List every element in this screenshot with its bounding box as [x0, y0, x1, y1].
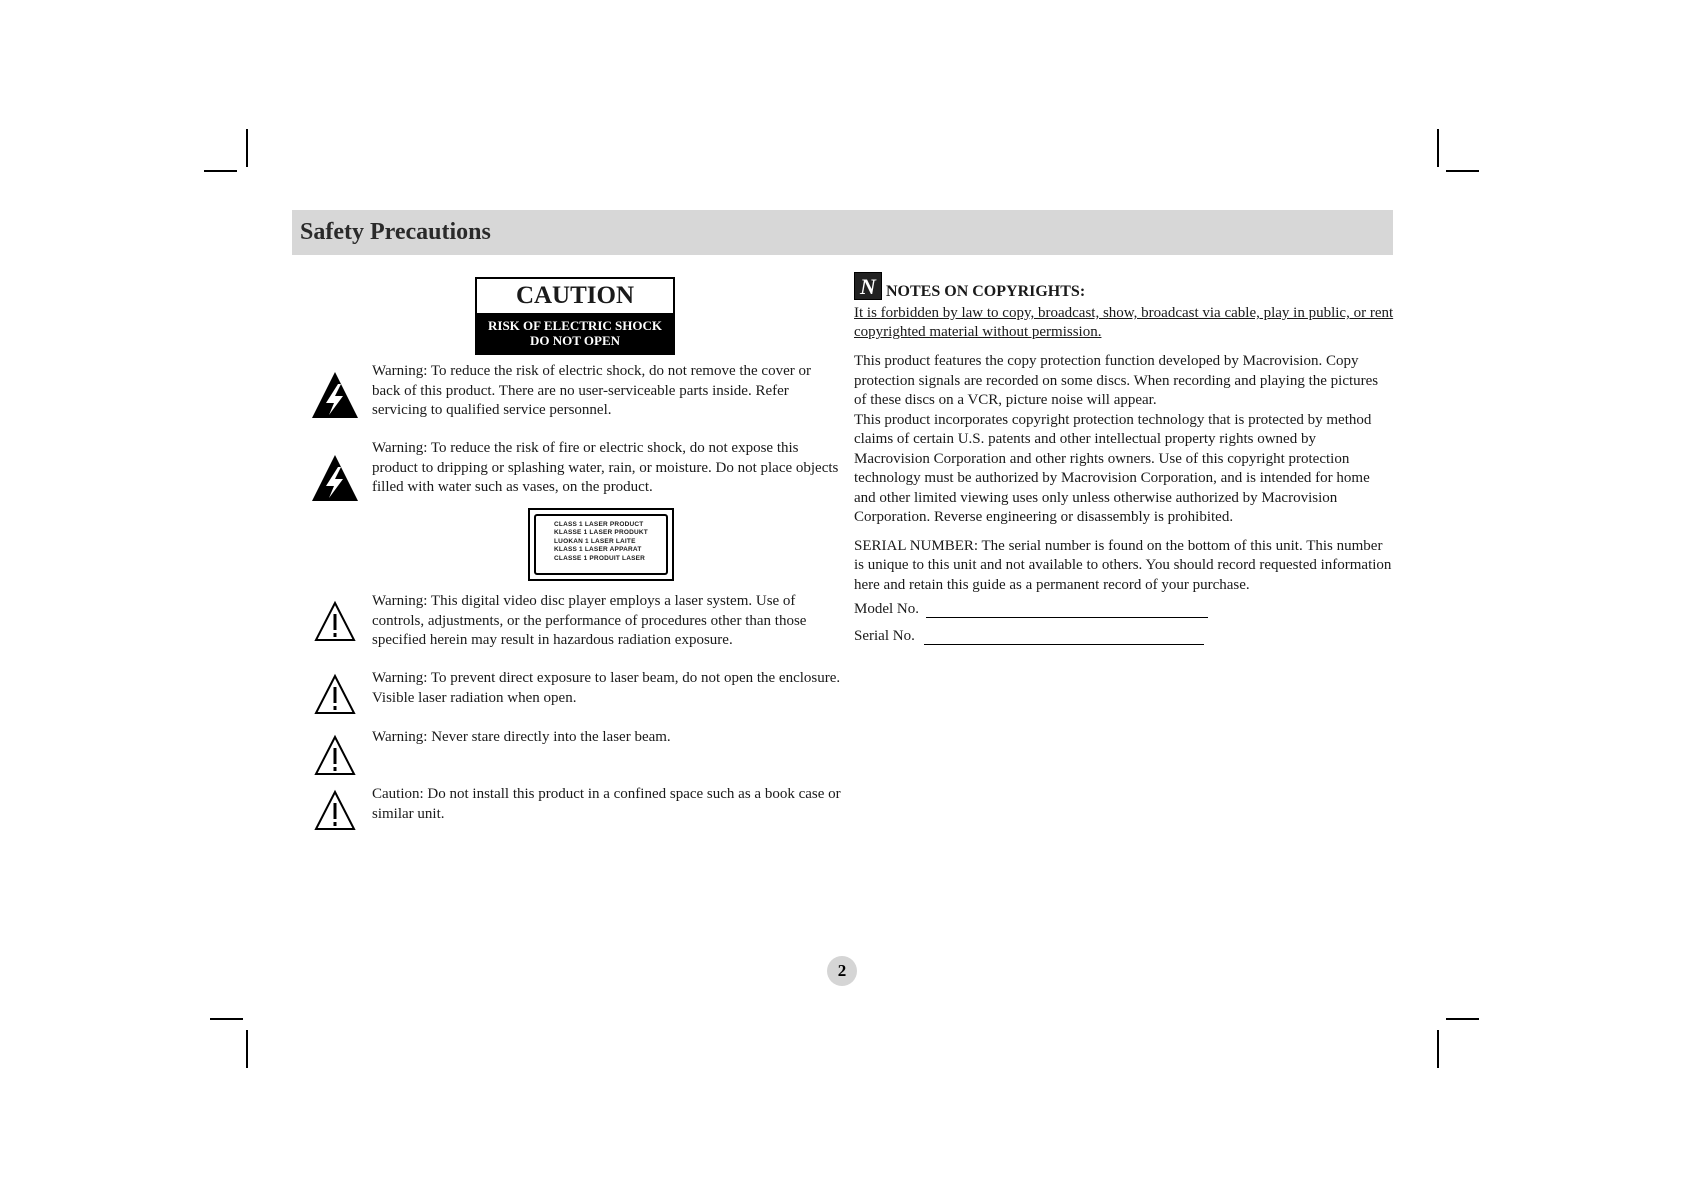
- section-header: [292, 210, 1393, 255]
- caution-subtitle: [477, 313, 673, 353]
- laser-label-line: KLASS 1 LASER APPARAT: [554, 546, 642, 554]
- model-number-blank[interactable]: [926, 617, 1208, 618]
- model-number-row: [854, 600, 1394, 622]
- warning-text: Warning: To reduce the risk of electric shock, do not remove the cover or back of this product. There are no user-serviceable parts inside. Refer servicing to qualified service personnel.: [372, 363, 811, 418]
- copyright-section: [854, 272, 1394, 649]
- crop-mark: [1446, 170, 1479, 172]
- page-number: 2: [827, 956, 857, 986]
- copyright-title: NOTES ON COPYRIGHTS:: [886, 283, 1086, 300]
- exclamation-triangle-icon: [313, 789, 357, 833]
- copyright-paragraph: This product incorporates copyright protection technology that is protected by method claims of certain U.S. patents and other intellectual property rights owned by Macrovision Corporation and other rights owners. Use of this copyright protection technology must be authorized by Macrovision Corporation, and is intended for home and other limited viewing uses only unless otherwise authorized by Macrovision Corporation. Reverse engineering or disassembly is prohibited.: [854, 411, 1372, 525]
- crop-mark: [210, 1018, 243, 1020]
- lightning-triangle-icon: [310, 453, 360, 505]
- crop-mark: [1437, 129, 1439, 167]
- laser-label-line: CLASS 1 LASER PRODUCT: [554, 521, 644, 528]
- laser-label-line: LUOKAN 1 LASER LAITE: [554, 537, 636, 545]
- crop-mark: [204, 170, 237, 172]
- serial-number-label: Serial No.: [854, 628, 915, 644]
- laser-label-inner: [534, 514, 668, 575]
- crop-mark: [246, 1030, 248, 1068]
- warning-text: Warning: To reduce the risk of fire or electric shock, do not expose this product to dripping or splashing water, rain, or moisture. Do not place objects filled with water such as vases, on the product.: [372, 440, 839, 495]
- laser-class-label: [528, 508, 674, 581]
- laser-label-line: KLASSE 1 LASER PRODUKT: [554, 529, 648, 537]
- lightning-triangle-icon: [310, 370, 360, 422]
- caution-title: CAUTION: [515, 282, 635, 309]
- caution-line-1: RISK OF ELECTRIC SHOCK: [488, 318, 662, 333]
- caution-line-2: DO NOT OPEN: [529, 333, 621, 348]
- serial-number-row: [854, 627, 1394, 649]
- warning-text: Warning: To prevent direct exposure to laser beam, do not open the enclosure. Visible laser radiation when open.: [372, 670, 841, 706]
- crop-mark: [1446, 1018, 1479, 1020]
- page-title: Safety Precautions: [300, 219, 491, 245]
- exclamation-triangle-icon: [313, 600, 357, 644]
- serial-number-paragraph: SERIAL NUMBER: The serial number is found on the bottom of this unit. This number is unique to this unit and not available to others. You should record requested information here and retain this guide as a permanent record of your purchase.: [854, 537, 1392, 593]
- copyright-notice: It is forbidden by law to copy, broadcast, show, broadcast via cable, play in public, or rent copyrighted material without permission.: [854, 305, 1394, 340]
- note-icon: N: [854, 272, 882, 300]
- warning-text: Warning: Never stare directly into the laser beam.: [372, 729, 671, 745]
- crop-mark: [1437, 1030, 1439, 1068]
- exclamation-triangle-icon: [313, 673, 357, 717]
- serial-number-blank[interactable]: [924, 644, 1204, 645]
- copyright-heading: [854, 272, 1394, 304]
- crop-mark: [246, 129, 248, 167]
- caution-label: [475, 277, 675, 355]
- warning-text: Warning: This digital video disc player employs a laser system. Use of controls, adjustments, or the performance of procedures other than those specified herein may result in hazardous radiation exposure.: [372, 593, 807, 648]
- warning-text: Caution: Do not install this product in a confined space such as a book case or similar unit.: [372, 786, 841, 822]
- copyright-paragraph: This product features the copy protection function developed by Macrovision. Copy protection signals are recorded on some discs. When recording and playing the pictures of these discs on a VCR, picture noise will appear.: [854, 353, 1379, 408]
- model-number-label: Model No.: [854, 601, 919, 617]
- laser-label-line: CLASSE 1 PRODUIT LASER: [554, 554, 646, 562]
- exclamation-triangle-icon: [313, 734, 357, 778]
